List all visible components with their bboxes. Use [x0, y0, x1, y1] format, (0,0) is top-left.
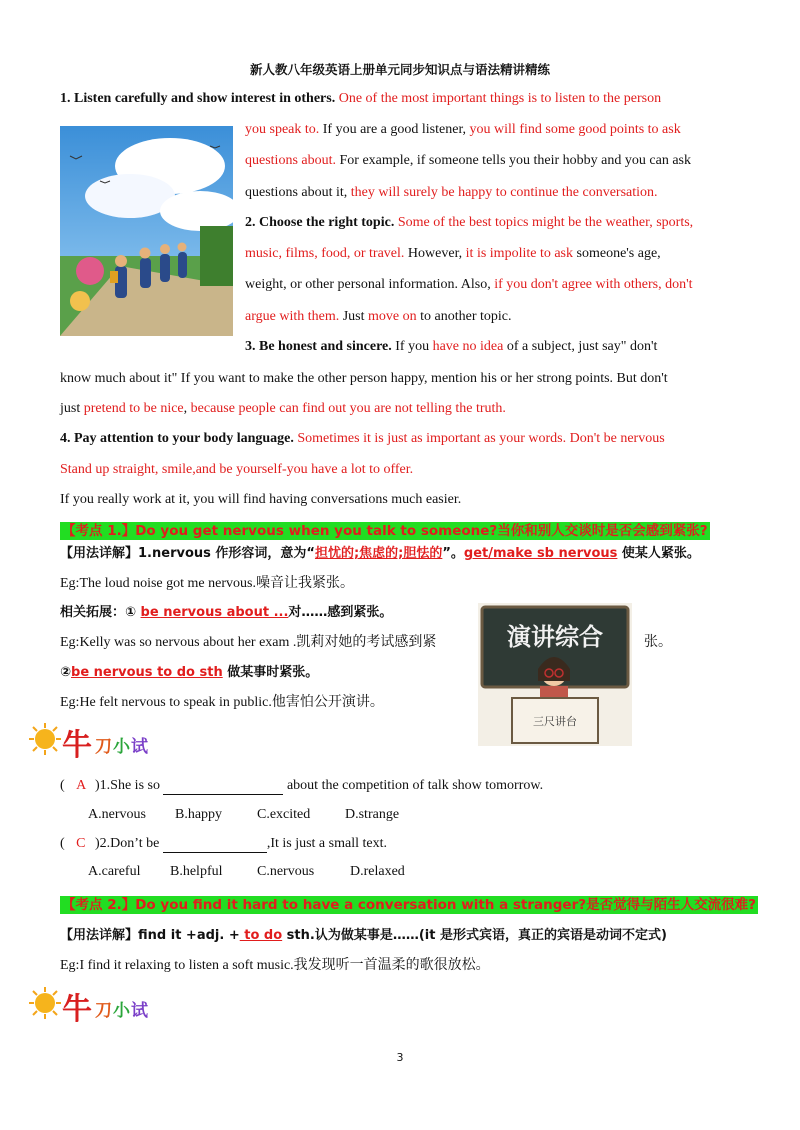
- answer-blank[interactable]: [163, 778, 283, 795]
- para1-red-text: you speak to.: [245, 122, 320, 137]
- practice-section-title: [28, 984, 158, 1027]
- practice-section-title: [28, 720, 158, 763]
- para3-red-text: have no idea: [432, 339, 504, 354]
- practice-title-char: 牛: [62, 728, 92, 763]
- page-header-title: 新人教八年级英语上册单元同步知识点与语法精讲精练: [249, 62, 550, 77]
- para3-text: If you: [391, 339, 433, 354]
- option-b[interactable]: B.happy: [175, 807, 223, 822]
- point1-title: 【考点 1.】Do you get nervous when you talk to someone?当你和别人交谈时是否会感到紧张?: [62, 523, 708, 539]
- para4-text: If you really work at it, you will find having conversations much easier.: [60, 492, 462, 507]
- option-b[interactable]: B.helpful: [170, 864, 223, 879]
- option-d[interactable]: D.strange: [345, 807, 400, 822]
- point2-example: Eg:I find it relaxing to listen a soft music.我发现听一首温柔的歌很放松。: [60, 958, 490, 973]
- point1-example: 张。: [644, 635, 672, 650]
- para1-red-text: questions about.: [245, 153, 336, 168]
- illustration-speech-chalkboard: [478, 603, 632, 746]
- para2-red-text: music, films, food, or travel.: [245, 246, 405, 261]
- para2-text: to another topic.: [416, 309, 512, 324]
- question-answer: C: [76, 836, 86, 851]
- board-text: 演讲综合: [507, 623, 603, 651]
- para1-text: questions about it,: [245, 185, 351, 200]
- page-number: 3: [396, 1051, 404, 1064]
- practice-title-char: 刀: [95, 737, 112, 757]
- option-a[interactable]: A.careful: [88, 864, 141, 879]
- question-text: ,It is just a small text.: [266, 836, 387, 851]
- para2-red-text: it is impolite to ask: [465, 246, 574, 261]
- para2-red-text: move on: [368, 309, 417, 324]
- sun-icon: [28, 986, 62, 1020]
- question-text: )2.Don’t be: [95, 836, 163, 851]
- question-2: [60, 836, 387, 853]
- point1-usage-text: 使某人紧张。: [617, 546, 700, 561]
- question-text: about the competition of talk show tomorrow.: [283, 778, 544, 793]
- para3-text: of a subject, just say" don't: [503, 339, 658, 354]
- para1-text: If you are a good listener,: [319, 122, 470, 137]
- practice-title-char: 试: [131, 1001, 148, 1021]
- para4-red-text: Stand up straight, smile,and be yourself-you have a lot to offer.: [60, 462, 414, 477]
- point1-example: Eg:Kelly was so nervous about her exam .凯莉对她的考试感到紧: [60, 635, 437, 650]
- option-c[interactable]: C.excited: [257, 807, 311, 822]
- point1-extension-label: 相关拓展：①: [60, 605, 141, 620]
- point1-usage-meaning: 担忧的;焦虑的;胆怯的: [314, 546, 443, 561]
- para1-text: For example, if someone tells you their hobby and you can ask: [336, 153, 691, 168]
- para1-heading: 1. Listen carefully and show interest in others.: [60, 91, 336, 106]
- point2-usage-label: 【用法详解】: [60, 928, 139, 943]
- para4-heading: 4. Pay attention to your body language.: [60, 431, 294, 446]
- point1-extension-text: 对……感到紧张。: [288, 605, 393, 620]
- option-d[interactable]: D.relaxed: [350, 864, 405, 879]
- question-answer: A: [76, 778, 86, 793]
- para3-text: just: [60, 401, 84, 416]
- para2-text: someone's age,: [573, 246, 661, 261]
- para3-red-text: pretend to be nice: [83, 401, 184, 416]
- option-a[interactable]: A.nervous: [88, 807, 146, 822]
- answer-blank[interactable]: [163, 836, 267, 853]
- para3-heading: 3. Be honest and sincere.: [245, 339, 392, 354]
- para2-text: Just: [339, 309, 369, 324]
- point2-title: 【考点 2.】Do you find it hard to have a conversation with a stranger?是否觉得与陌生人交流很难?: [62, 897, 756, 913]
- point1-extension-phrase: be nervous about ...: [140, 605, 289, 620]
- para3-text: ,: [183, 401, 191, 416]
- point2-usage-text: sth.认为做某事是……(it 是形式宾语，真正的宾语是动词不定式): [282, 928, 667, 943]
- podium-text: 三尺讲台: [533, 715, 577, 728]
- question-paren: (: [60, 778, 65, 793]
- option-c[interactable]: C.nervous: [257, 864, 315, 879]
- para2-red-text: if you don't agree with others, don't: [494, 277, 693, 292]
- para2-red-text: Some of the best topics might be the weather, sports,: [394, 215, 694, 230]
- practice-title-char: 小: [113, 1001, 130, 1021]
- point1-example: Eg:The loud noise got me nervous.噪音让我紧张。: [60, 576, 354, 591]
- para2-text: However,: [404, 246, 466, 261]
- practice-title-char: 小: [113, 737, 130, 757]
- para3-red-text: because people can find out you are not telling the truth.: [190, 401, 506, 416]
- point2-usage-text: find it +adj. +: [138, 928, 240, 943]
- point1-extension-phrase: be nervous to do sth: [71, 665, 223, 680]
- para4-red-text: Sometimes it is just as important as your words. Don't be nervous: [293, 431, 665, 446]
- illustration-students-walking: [60, 126, 233, 336]
- point1-extension-number: ②: [60, 665, 72, 680]
- point1-usage-text: ”。: [442, 546, 464, 561]
- question-paren: (: [60, 836, 65, 851]
- point1-example: Eg:He felt nervous to speak in public.他害怕公开演讲。: [60, 695, 384, 710]
- point1-extension-text: 做某事时紧张。: [222, 665, 319, 680]
- para1-red-text: they will surely be happy to continue the conversation.: [350, 185, 658, 200]
- para3-text: know much about it" If you want to make the other person happy, mention his or her strong points. But don't: [60, 371, 668, 386]
- para1-red-text: you will find some good points to ask: [469, 122, 681, 137]
- sun-icon: [28, 722, 62, 756]
- para2-heading: 2. Choose the right topic.: [245, 215, 395, 230]
- question-1: [60, 778, 543, 795]
- practice-title-char: 牛: [62, 992, 92, 1027]
- practice-title-char: 试: [131, 737, 148, 757]
- para2-red-text: argue with them.: [245, 309, 340, 324]
- para1-red-text: One of the most important things is to listen to the person: [338, 91, 662, 106]
- point1-usage-label: 【用法详解】: [60, 546, 139, 561]
- para2-text: weight, or other personal information. Also,: [245, 277, 495, 292]
- practice-title-char: 刀: [95, 1001, 112, 1021]
- point1-usage-phrase: get/make sb nervous: [463, 546, 618, 561]
- point2-usage-phrase: to do: [239, 928, 283, 943]
- point1-usage-text: 1.nervous 作形容词，意为“: [138, 546, 315, 561]
- question-text: )1.She is so: [95, 778, 164, 793]
